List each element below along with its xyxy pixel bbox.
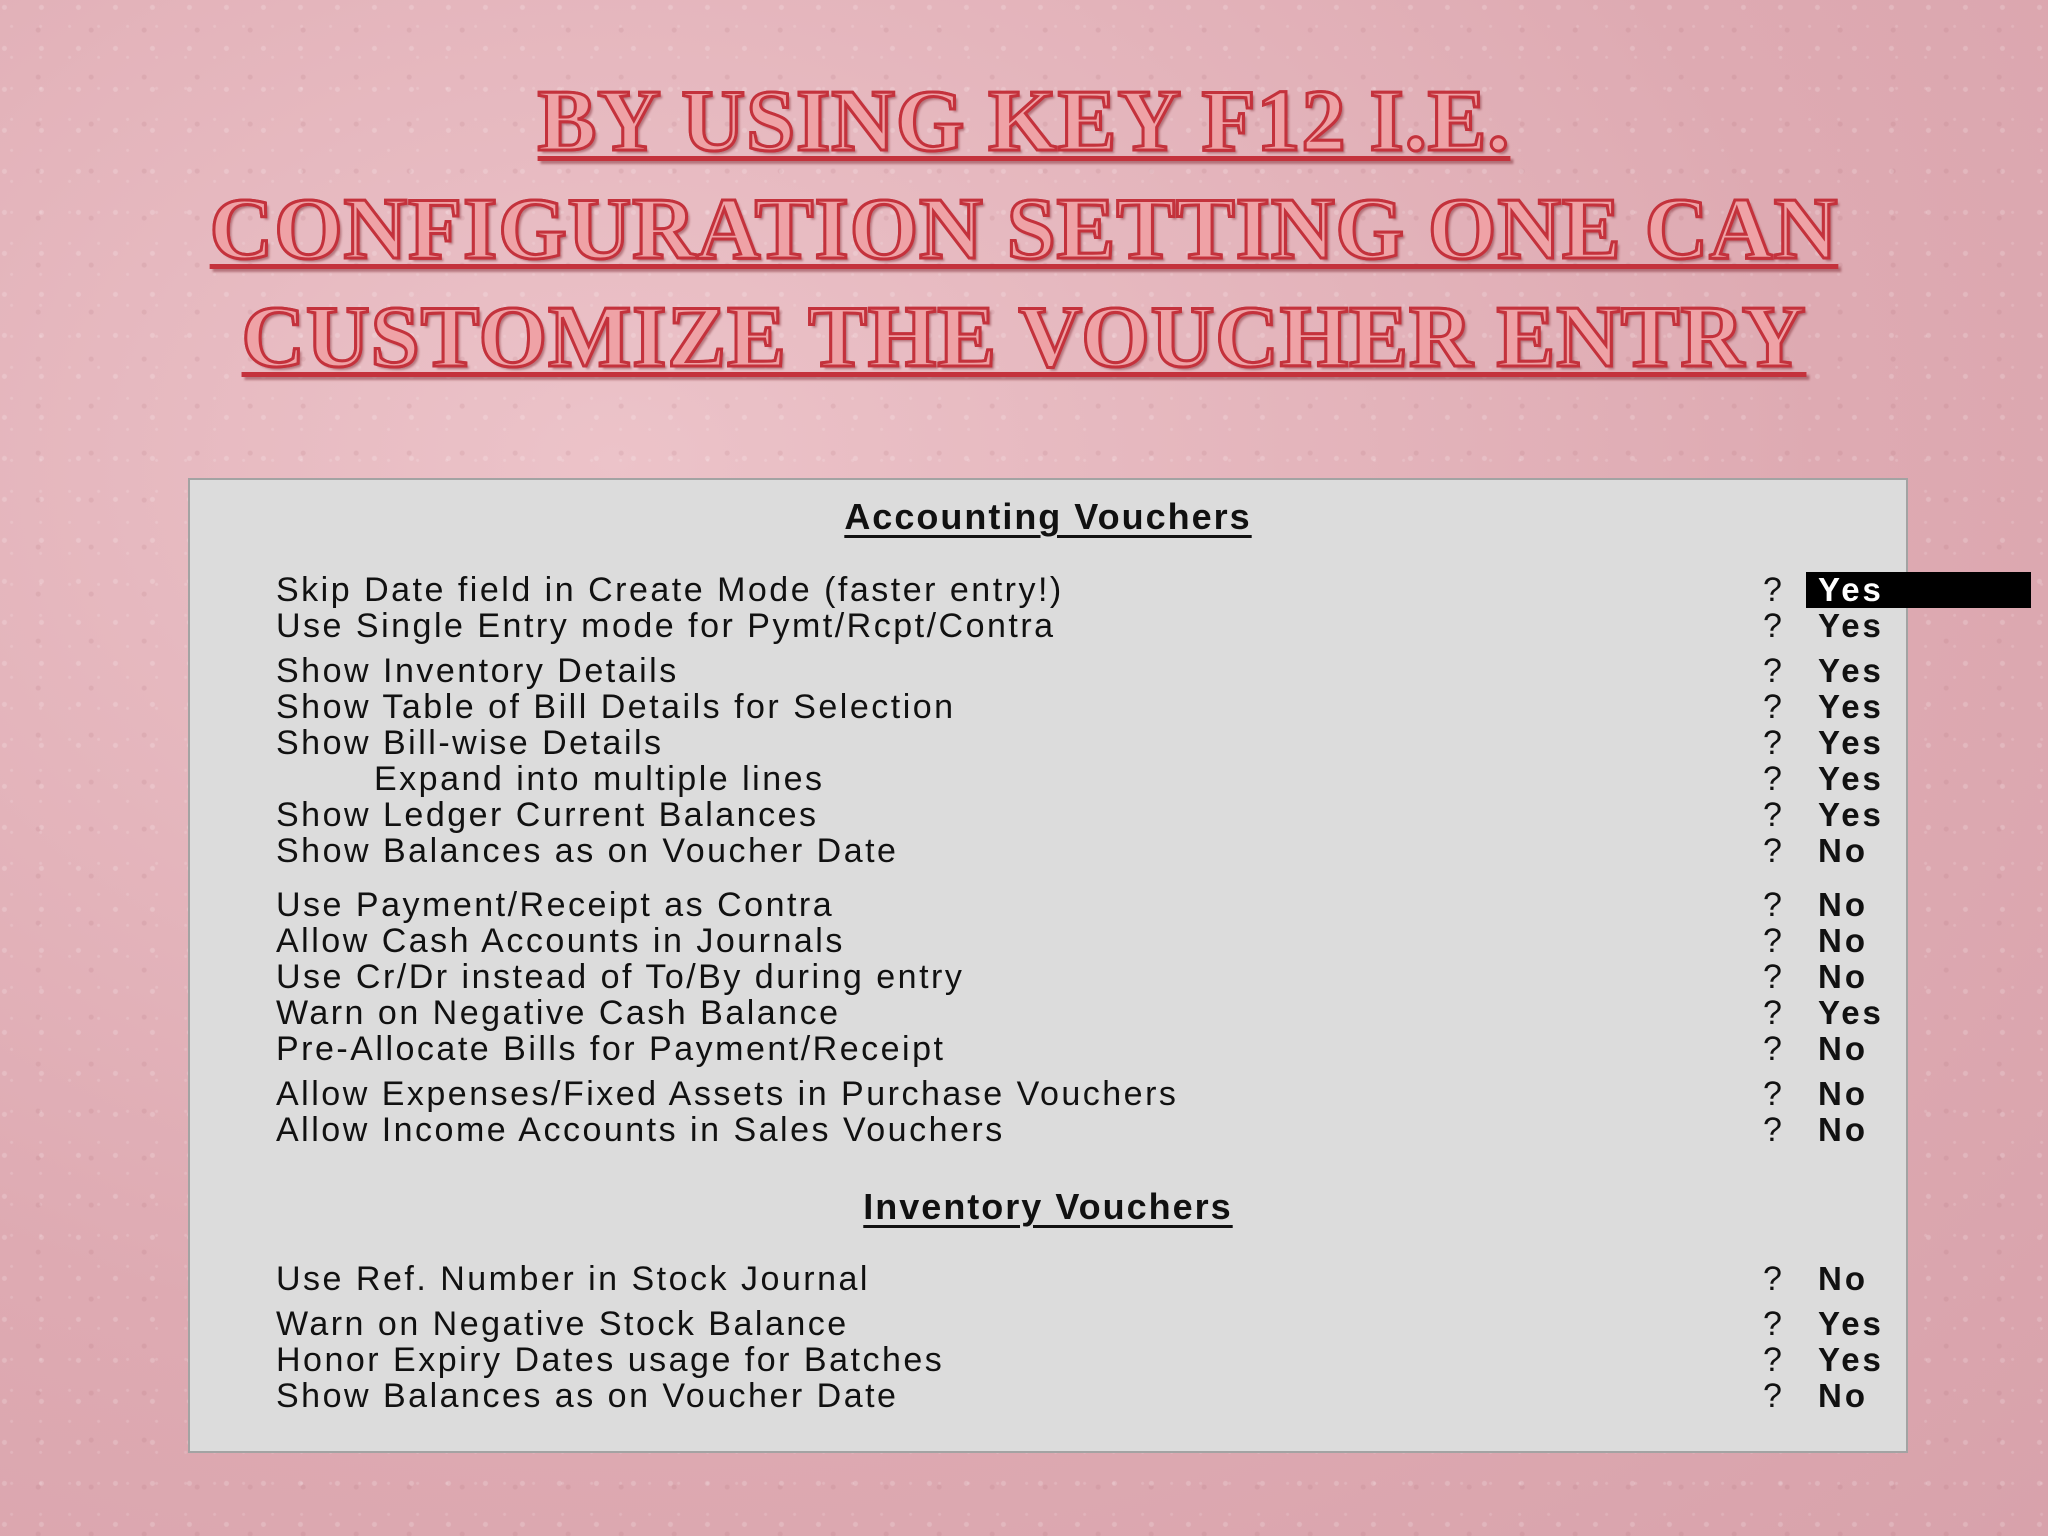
option-prompt: ? — [1763, 1377, 1785, 1415]
option-value[interactable]: Yes — [1818, 688, 1884, 725]
title-line-1: BY USING KEY F12 I.E. — [537, 73, 1511, 170]
option-allow-income-accounts[interactable] — [276, 1111, 1868, 1149]
title-line-3: CUSTOMIZE THE VOUCHER ENTRY — [241, 289, 1807, 386]
option-value[interactable]: Yes — [1818, 724, 1884, 761]
option-prompt: ? — [1763, 1260, 1785, 1298]
option-show-balances-voucher-date[interactable] — [276, 832, 1868, 870]
option-show-bill-wise-details[interactable] — [276, 724, 1884, 762]
option-value[interactable]: No — [1818, 1075, 1868, 1112]
option-pre-allocate-bills[interactable] — [276, 1030, 1868, 1068]
option-value[interactable]: Yes — [1818, 760, 1884, 797]
option-value[interactable]: Yes — [1818, 607, 1884, 644]
option-value[interactable]: No — [1818, 922, 1868, 959]
option-skip-date-field[interactable] — [276, 571, 1884, 609]
option-label: Skip Date field in Create Mode (faster entry!) — [276, 571, 1064, 609]
voucher-configuration-panel — [188, 478, 1908, 1453]
option-value[interactable]: No — [1818, 1377, 1868, 1414]
option-label: Warn on Negative Cash Balance — [276, 994, 841, 1032]
option-show-table-of-bill-details[interactable] — [276, 688, 1884, 726]
option-label: Allow Cash Accounts in Journals — [276, 922, 845, 960]
option-show-ledger-current-balances[interactable] — [276, 796, 1884, 834]
option-expand-multiple-lines[interactable] — [276, 760, 1884, 798]
option-prompt: ? — [1763, 1030, 1785, 1068]
option-value[interactable]: No — [1818, 1260, 1868, 1297]
option-prompt: ? — [1763, 922, 1785, 960]
option-prompt: ? — [1763, 1111, 1785, 1149]
option-payment-receipt-as-contra[interactable] — [276, 886, 1868, 924]
option-label: Warn on Negative Stock Balance — [276, 1305, 849, 1343]
option-value[interactable]: Yes — [1818, 994, 1884, 1031]
option-value[interactable]: Yes — [1818, 1305, 1884, 1342]
option-label: Show Ledger Current Balances — [276, 796, 819, 834]
option-value[interactable]: No — [1818, 886, 1868, 923]
option-allow-expenses-fixed-assets[interactable] — [276, 1075, 1868, 1113]
option-prompt: ? — [1763, 607, 1785, 645]
option-prompt: ? — [1763, 1075, 1785, 1113]
option-prompt: ? — [1763, 1341, 1785, 1379]
option-label: Use Ref. Number in Stock Journal — [276, 1260, 870, 1298]
option-label: Show Table of Bill Details for Selection — [276, 688, 956, 726]
option-label: Show Balances as on Voucher Date — [276, 832, 899, 870]
option-prompt: ? — [1763, 760, 1785, 798]
option-value[interactable]: Yes — [1818, 652, 1884, 689]
option-label: Show Balances as on Voucher Date — [276, 1377, 899, 1415]
option-allow-cash-accounts-journals[interactable] — [276, 922, 1868, 960]
option-label: Honor Expiry Dates usage for Batches — [276, 1341, 945, 1379]
option-show-stock-balances-voucher-date[interactable] — [276, 1377, 1868, 1415]
option-label: Use Payment/Receipt as Contra — [276, 886, 835, 924]
option-label: Show Inventory Details — [276, 652, 679, 690]
option-prompt: ? — [1763, 886, 1785, 924]
slide-title — [0, 68, 2048, 392]
option-label: Pre-Allocate Bills for Payment/Receipt — [276, 1030, 946, 1068]
option-value[interactable]: No — [1818, 1030, 1868, 1067]
option-prompt: ? — [1763, 652, 1785, 690]
option-prompt: ? — [1763, 994, 1785, 1032]
option-label: Allow Income Accounts in Sales Vouchers — [276, 1111, 1005, 1149]
option-use-ref-number[interactable] — [276, 1260, 1868, 1298]
option-label: Use Single Entry mode for Pymt/Rcpt/Contra — [276, 607, 1056, 645]
option-value[interactable]: Yes — [1818, 1341, 1884, 1378]
option-prompt: ? — [1763, 1305, 1785, 1343]
option-prompt: ? — [1763, 832, 1785, 870]
option-prompt: ? — [1763, 796, 1785, 834]
option-label: Expand into multiple lines — [374, 760, 825, 798]
option-value[interactable]: No — [1818, 1111, 1868, 1148]
option-single-entry-mode[interactable] — [276, 607, 1884, 645]
option-prompt: ? — [1763, 724, 1785, 762]
option-prompt: ? — [1763, 571, 1785, 609]
option-honor-expiry-dates[interactable] — [276, 1341, 1884, 1379]
option-value[interactable]: Yes — [1818, 796, 1884, 833]
title-line-2: CONFIGURATION SETTING ONE CAN — [209, 181, 1839, 278]
option-warn-negative-cash[interactable] — [276, 994, 1884, 1032]
option-value[interactable]: No — [1818, 958, 1868, 995]
option-prompt: ? — [1763, 688, 1785, 726]
option-use-cr-dr[interactable] — [276, 958, 1868, 996]
inventory-vouchers-heading: Inventory Vouchers — [863, 1186, 1233, 1227]
option-prompt: ? — [1763, 958, 1785, 996]
option-label: Use Cr/Dr instead of To/By during entry — [276, 958, 965, 996]
option-value-selected[interactable]: Yes — [1806, 572, 2031, 608]
option-show-inventory-details[interactable] — [276, 652, 1884, 690]
option-label: Allow Expenses/Fixed Assets in Purchase Vouchers — [276, 1075, 1179, 1113]
option-label: Show Bill-wise Details — [276, 724, 664, 762]
accounting-vouchers-heading: Accounting Vouchers — [844, 496, 1252, 537]
option-value[interactable]: No — [1818, 832, 1868, 869]
option-warn-negative-stock[interactable] — [276, 1305, 1884, 1343]
